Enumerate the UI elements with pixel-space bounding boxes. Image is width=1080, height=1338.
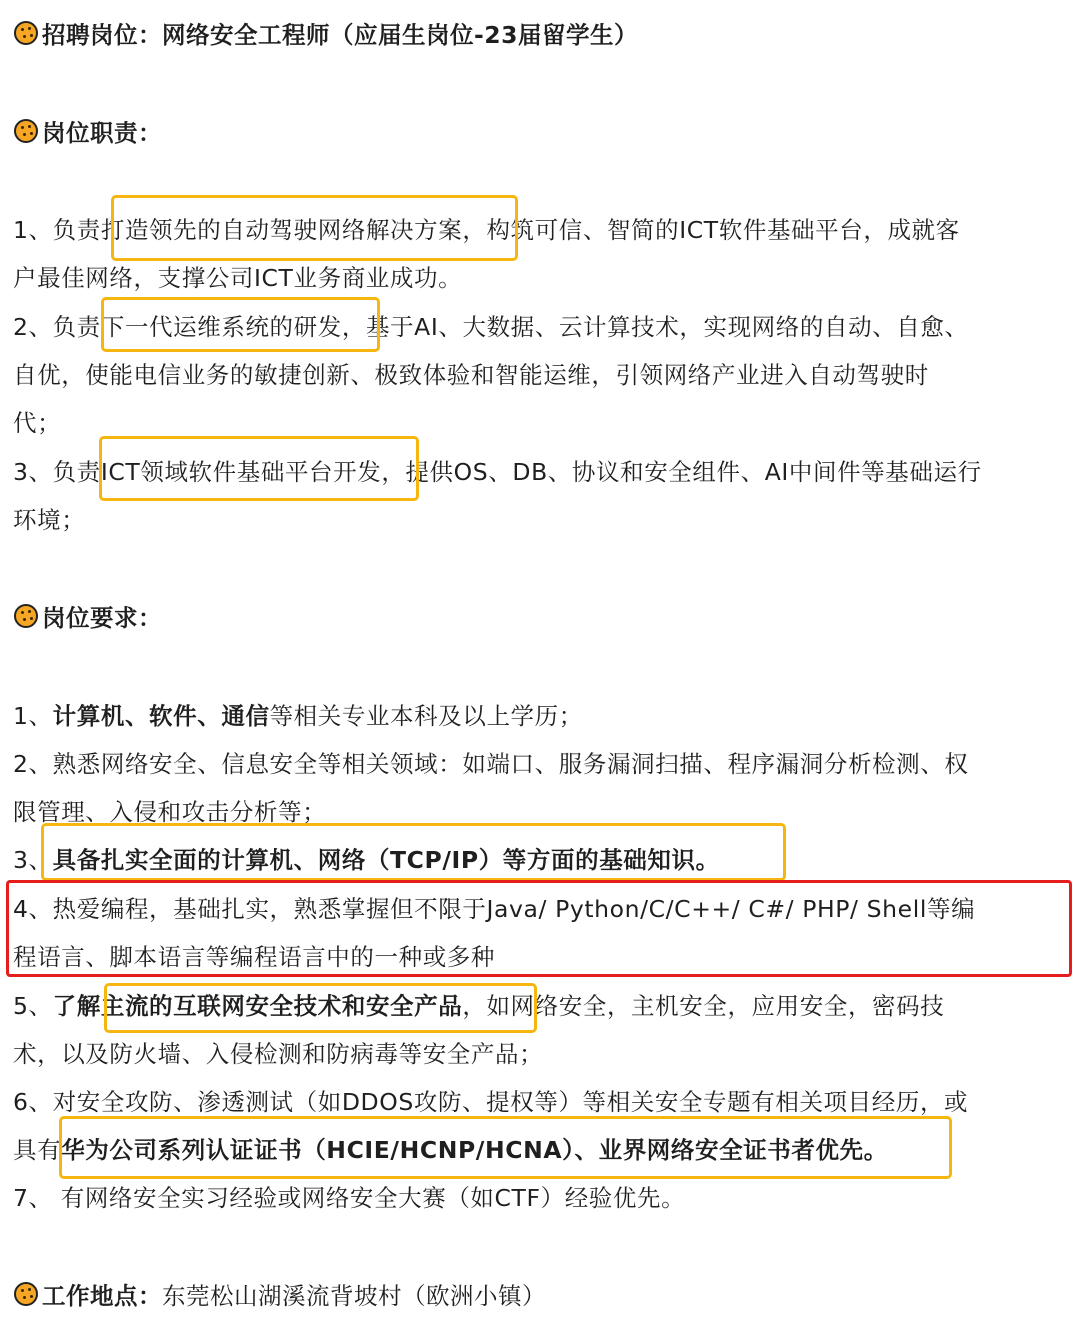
req-1-line-1: [13, 694, 583, 734]
heading-location-label: 工作地点：: [42, 1282, 162, 1310]
heading-location: [14, 1274, 546, 1314]
cookie-icon: [14, 119, 38, 143]
req-text: ，如网络安全，主机安全，应用安全，密码技: [462, 992, 945, 1020]
req-text: 等相关专业本科及以上学历；: [269, 702, 583, 730]
req-text: 4、热爱编程，基础扎实，熟悉掌握但不限于Java/ Python/C/C++/ C#/ PHP/ Shell等编: [13, 895, 976, 923]
highlight-box-req-3: [41, 823, 786, 881]
req-2-line-1: [13, 742, 968, 782]
req-text: 1、: [13, 702, 53, 730]
req-text: 术，以及防火墙、入侵检测和防病毒等安全产品；: [13, 1040, 544, 1068]
duty-text: ，提供OS、DB、协议和安全组件、AI中间件等基础运行: [381, 458, 982, 486]
req-text: 具有: [13, 1136, 62, 1164]
duty-text: 自优，使能电信业务的敏捷创新、极致体验和智能运维，引领网络产业进入自动驾驶时: [13, 361, 929, 389]
req-text: 限管理、入侵和攻击分析等；: [13, 798, 327, 826]
duty-text: 2、负责: [13, 313, 101, 341]
req-text: 3、: [13, 846, 53, 874]
req-text: 6、对安全攻防、渗透测试（如DDOS攻防、提权等）等相关安全专题有相关项目经历，或: [13, 1088, 969, 1116]
req-bold: 了解主流的互联网安全技术和安全产品: [52, 992, 463, 1020]
duty-text: ，基于AI、大数据、云计算技术，实现网络的自动、自愈、: [341, 313, 969, 341]
duty-2-line-2: [13, 353, 929, 393]
cookie-icon: [14, 21, 38, 45]
req-bold: 计算机、软件、通信: [52, 702, 270, 730]
highlight-box-req-6: [59, 1116, 952, 1179]
alert-box-req-4: [6, 880, 1072, 977]
req-7-line-1: [13, 1176, 685, 1216]
heading-location-value: 东莞松山湖溪流背坡村（欧洲小镇）: [162, 1282, 546, 1310]
cookie-icon: [14, 1282, 38, 1306]
duty-1-line-2: [13, 256, 462, 296]
duty-text: ，构筑可信、智简的ICT软件基础平台，成就客: [462, 216, 960, 244]
duty-text: 环境；: [13, 506, 86, 534]
req-5-line-2: [13, 1032, 543, 1072]
highlight-box-duty-3: [99, 436, 419, 501]
duty-highlight: 打造领先的自动驾驶网络解决方案: [100, 216, 463, 244]
heading-job-label: 招聘岗位：: [42, 21, 162, 49]
highlight-box-req-5: [104, 983, 537, 1033]
duty-3-line-2: [13, 498, 85, 538]
duty-highlight: 下一代运维系统的研发: [100, 313, 342, 341]
heading-requirements: [14, 596, 162, 636]
req-bold: 具备扎实全面的计算机、网络（TCP/IP）等方面的基础知识。: [52, 846, 720, 874]
req-bold: 华为公司系列认证证书（HCIE/HCNP/HCNA）、业界网络安全证书者优先。: [61, 1136, 888, 1164]
highlight-box-duty-1: [111, 195, 518, 261]
duty-2-line-3: [13, 401, 61, 441]
heading-duties-label: 岗位职责：: [42, 119, 162, 147]
req-text: 7、 有网络安全实习经验或网络安全大赛（如CTF）经验优先。: [13, 1184, 686, 1212]
req-text: 程语言、脚本语言等编程语言中的一种或多种: [13, 943, 495, 971]
heading-requirements-label: 岗位要求：: [42, 604, 162, 632]
req-text: 5、: [13, 992, 53, 1020]
duty-text: 1、负责: [13, 216, 101, 244]
duty-highlight: ICT领域软件基础平台开发: [100, 458, 382, 486]
duty-text: 代；: [13, 409, 62, 437]
heading-duties: [14, 111, 162, 151]
highlight-box-duty-2: [101, 297, 380, 352]
heading-job: [14, 13, 638, 53]
req-6-line-1: [13, 1080, 968, 1120]
cookie-icon: [14, 604, 38, 628]
req-text: 2、熟悉网络安全、信息安全等相关领域：如端口、服务漏洞扫描、程序漏洞分析检测、权: [13, 750, 969, 778]
duty-text: 户最佳网络，支撑公司ICT业务商业成功。: [13, 264, 463, 292]
duty-text: 3、负责: [13, 458, 101, 486]
heading-job-value: 网络安全工程师（应届生岗位-23届留学生）: [162, 21, 638, 49]
